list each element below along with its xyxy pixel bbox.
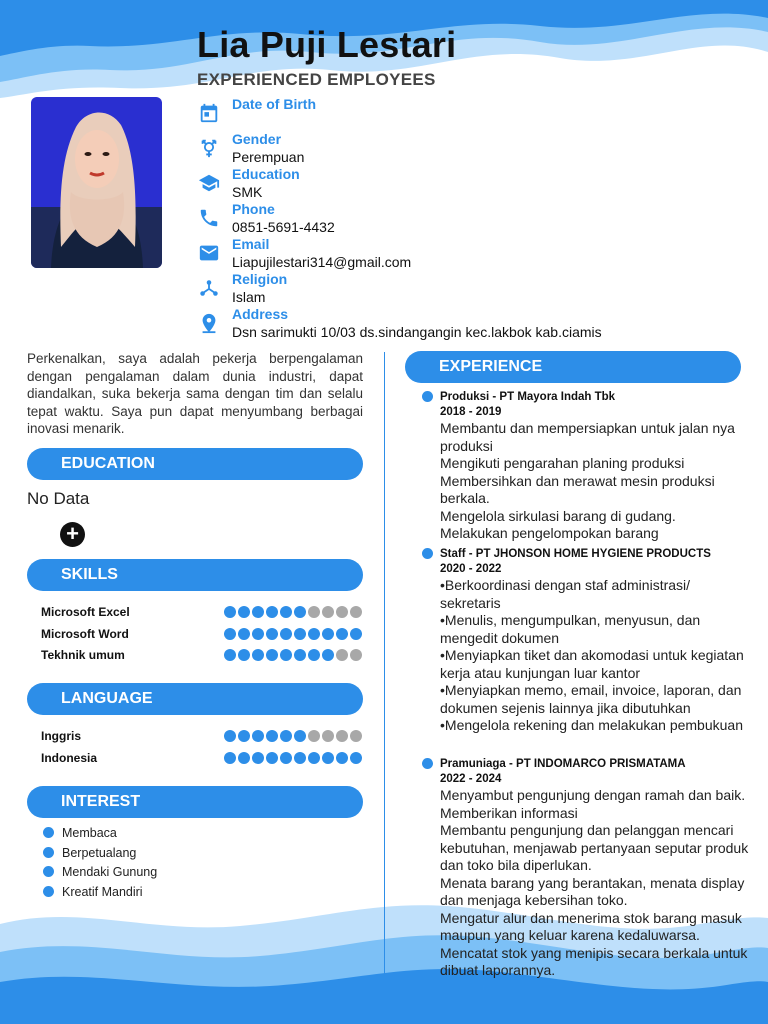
job-description (422, 577, 752, 735)
job-description-line: Melakukan pengelompokan barang (440, 525, 659, 541)
rating-dot-filled (224, 752, 236, 764)
bullet-icon (422, 391, 433, 402)
language-row (41, 751, 366, 765)
job-description-line: •Berkoordinasi dengan staf administrasi/ sekretaris (440, 577, 691, 611)
rating-dot-filled (308, 628, 320, 640)
interest-item (43, 885, 143, 899)
education-value: SMK (232, 184, 263, 200)
interest-item (43, 826, 117, 840)
rating-dot-filled (280, 649, 292, 661)
rating-dot-filled (238, 752, 250, 764)
gender-icon (198, 137, 220, 159)
rating-dot-filled (224, 649, 236, 661)
interest-item (43, 865, 157, 879)
rating-dot-filled (350, 628, 362, 640)
job-description (422, 420, 752, 543)
rating-dot-filled (294, 752, 306, 764)
language-rating (224, 752, 362, 764)
rating-dot-empty (336, 730, 348, 742)
experience-entry (422, 757, 752, 980)
rating-dot-filled (252, 730, 264, 742)
rating-dot-filled (322, 649, 334, 661)
skill-row (41, 648, 366, 662)
gender-value: Perempuan (232, 149, 305, 165)
rating-dot-filled (266, 730, 278, 742)
dob-label: Date of Birth (232, 96, 316, 112)
language-name: Inggris (41, 729, 82, 743)
skill-name: Microsoft Word (41, 626, 129, 641)
rating-dot-filled (336, 752, 348, 764)
rating-dot-filled (350, 752, 362, 764)
language-row (41, 729, 366, 743)
experience-entry (422, 390, 752, 543)
graduation-cap-icon (198, 172, 220, 194)
phone-icon (198, 207, 220, 229)
job-description (422, 787, 752, 980)
rating-dot-filled (238, 606, 250, 618)
religion-icon (198, 277, 220, 299)
job-description-line: •Menyiapkan memo, email, invoice, laporan, dan dokumen sejenis lainnya jika dibutuhkan (440, 682, 742, 716)
interest-item (43, 846, 136, 860)
education-label: Education (232, 166, 300, 182)
job-description-line: Membersihkan dan merawat mesin produksi berkala. (440, 472, 715, 506)
rating-dot-empty (350, 606, 362, 618)
profile-summary: Perkenalkan, saya adalah pekerja berpengalaman dengan pengalaman dalam dunia industri, dapat diandalkan, suka bekerja sama dengan tim dan selalu tepat waktu. Saya pun dapat menyumbang berbagai inovasi menarik. (27, 351, 363, 436)
rating-dot-filled (266, 628, 278, 640)
bullet-icon (43, 886, 54, 897)
rating-dot-filled (280, 730, 292, 742)
interest-label: Kreatif Mandiri (62, 884, 143, 899)
job-description-line: •Mengelola rekening dan melakukan pembukuan (440, 717, 743, 733)
rating-dot-filled (252, 752, 264, 764)
bullet-icon (43, 827, 54, 838)
rating-dot-filled (308, 752, 320, 764)
interest-section-header: INTEREST (27, 786, 363, 818)
rating-dot-filled (280, 628, 292, 640)
email-icon (198, 242, 220, 264)
rating-dot-filled (280, 752, 292, 764)
job-title: Pramuniaga - PT INDOMARCO PRISMATAMA (422, 757, 752, 772)
rating-dot-filled (224, 628, 236, 640)
phone-value: 0851-5691-4432 (232, 219, 335, 235)
rating-dot-empty (350, 649, 362, 661)
religion-value: Islam (232, 289, 266, 305)
job-description-line: Mengatur alur dan menerima stok barang masuk maupun yang keluar karena kedaluwarsa. (440, 909, 742, 943)
email-value: Liapujilestari314@gmail.com (232, 254, 412, 270)
rating-dot-empty (308, 606, 320, 618)
job-description-line: Memberikan informasi (440, 804, 578, 821)
rating-dot-filled (294, 628, 306, 640)
email-label: Email (232, 236, 270, 252)
interest-label: Berpetualang (62, 845, 137, 860)
interest-label: Mendaki Gunung (62, 865, 158, 879)
education-empty-text: No Data (27, 489, 90, 508)
rating-dot-empty (350, 730, 362, 742)
skills-section-header: SKILLS (27, 559, 363, 591)
job-title: Staff - PT JHONSON HOME HYGIENE PRODUCTS (422, 547, 752, 562)
gender-label: Gender (232, 131, 282, 147)
rating-dot-filled (294, 649, 306, 661)
add-education-button[interactable]: + (60, 522, 85, 547)
rating-dot-filled (238, 730, 250, 742)
job-description-line: Mengikuti pengarahan planing produksi (440, 455, 685, 471)
rating-dot-filled (280, 606, 292, 618)
language-section-header: LANGUAGE (27, 683, 363, 715)
rating-dot-filled (252, 628, 264, 640)
rating-dot-empty (322, 606, 334, 618)
job-years: 2022 - 2024 (440, 773, 502, 785)
job-subtitle: EXPERIENCED EMPLOYEES (197, 70, 436, 89)
job-years: 2020 - 2022 (440, 563, 502, 575)
rating-dot-filled (336, 628, 348, 640)
rating-dot-filled (266, 606, 278, 618)
rating-dot-empty (336, 606, 348, 618)
job-description-line: Mencatat stok yang menipis secara berkala untuk dibuat laporannya. (440, 944, 748, 978)
language-rating (224, 730, 362, 742)
rating-dot-filled (322, 628, 334, 640)
bullet-icon (422, 758, 433, 769)
job-description-line: •Menyiapkan tiket dan akomodasi untuk kegiatan kerja atau kunjungan luar kantor (440, 647, 744, 681)
phone-label: Phone (232, 201, 275, 217)
job-description-line: Membantu pengunjung dan pelanggan mencari kebutuhan, menjawab pertanyaan seputar produk dan toko bila diperlukan. (440, 822, 749, 873)
rating-dot-empty (336, 649, 348, 661)
column-divider (384, 352, 385, 1012)
bullet-icon (43, 866, 54, 877)
rating-dot-filled (294, 730, 306, 742)
rating-dot-filled (294, 606, 306, 618)
rating-dot-filled (252, 606, 264, 618)
job-years: 2018 - 2019 (440, 406, 502, 418)
job-description-line: Menyambut pengunjung dengan ramah dan baik. (440, 787, 746, 803)
job-description-line: Menata barang yang berantakan, menata display dan menjaga kebersihan toko. (440, 874, 745, 908)
bullet-icon (422, 548, 433, 559)
rating-dot-filled (308, 649, 320, 661)
skill-row (41, 627, 366, 641)
education-section-header: EDUCATION (27, 448, 363, 480)
rating-dot-filled (322, 752, 334, 764)
rating-dot-filled (224, 606, 236, 618)
location-pin-icon (198, 312, 220, 334)
skill-name: Microsoft Excel (41, 605, 130, 619)
person-name: Lia Puji Lestari (197, 24, 457, 65)
experience-entry (422, 547, 752, 735)
skill-name: Tekhnik umum (41, 648, 125, 662)
skill-rating (224, 628, 362, 640)
bullet-icon (43, 847, 54, 858)
skill-rating (224, 606, 362, 618)
address-value: Dsn sarimukti 10/03 ds.sindangangin kec.lakbok kab.ciamis (232, 324, 602, 340)
rating-dot-filled (238, 628, 250, 640)
interest-label: Membaca (62, 826, 117, 840)
rating-dot-filled (224, 730, 236, 742)
language-name: Indonesia (41, 750, 98, 765)
religion-label: Religion (232, 271, 288, 287)
job-description-line: •Menulis, mengumpulkan, menyusun, dan mengedit dokumen (440, 612, 701, 646)
rating-dot-filled (266, 649, 278, 661)
rating-dot-filled (266, 752, 278, 764)
skill-row (41, 605, 366, 619)
rating-dot-empty (322, 730, 334, 742)
rating-dot-empty (308, 730, 320, 742)
experience-section-header: EXPERIENCE (405, 351, 741, 383)
calendar-icon (198, 102, 220, 124)
address-label: Address (232, 306, 289, 322)
job-title: Produksi - PT Mayora Indah Tbk (422, 390, 752, 405)
skill-rating (224, 649, 362, 661)
job-description-line: Membantu dan mempersiapkan untuk jalan nya produksi (440, 420, 735, 454)
profile-photo (31, 97, 162, 268)
rating-dot-filled (252, 649, 264, 661)
rating-dot-filled (238, 649, 250, 661)
job-description-line: Mengelola sirkulasi barang di gudang. (440, 507, 676, 524)
